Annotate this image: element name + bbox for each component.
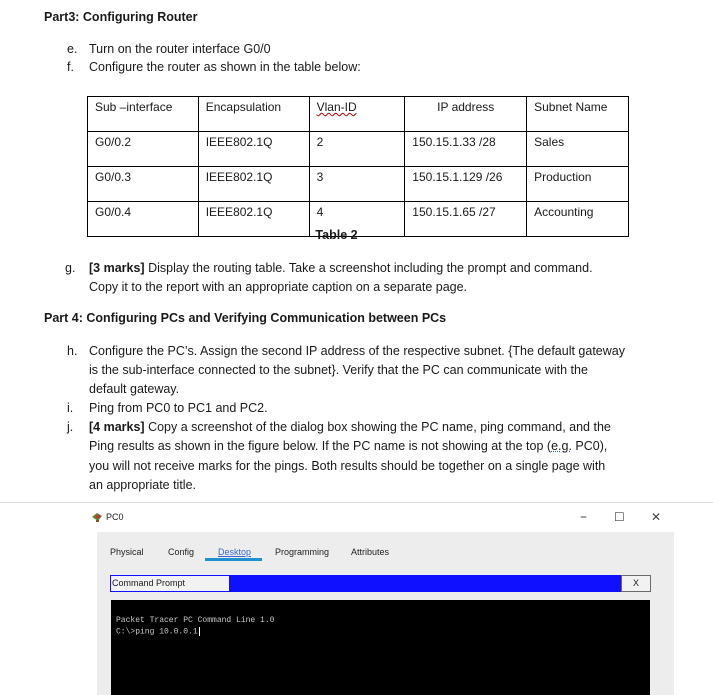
table-caption: Table 2 <box>315 228 358 242</box>
item-i-letter: i. <box>67 401 74 415</box>
minimize-icon[interactable]: – <box>580 509 587 525</box>
selected-tab-indicator <box>205 558 262 561</box>
item-j-line4: an appropriate title. <box>89 478 197 492</box>
tab-desktop[interactable]: Desktop <box>218 547 252 557</box>
item-f-text: Configure the router as shown in the table below: <box>89 60 361 74</box>
header-subnet-name: Subnet Name <box>527 97 629 132</box>
item-j-eg: e.g. <box>551 439 572 453</box>
item-j-line3: you will not receive marks for the pings. Both results should be together on a single page with <box>89 459 606 473</box>
table-cell: 150.15.1.33 /28 <box>405 132 527 167</box>
table-cell: Accounting <box>527 202 629 237</box>
table-cell: 2 <box>309 132 405 167</box>
item-g-marks: [3 marks] <box>89 261 145 275</box>
table-cell: IEEE802.1Q <box>198 167 309 202</box>
header-subinterface: Sub –interface <box>88 97 199 132</box>
part4-heading: Part 4: Configuring PCs and Verifying Communication between PCs <box>44 311 447 325</box>
table-cell: G0/0.4 <box>88 202 199 237</box>
item-g-line2: Copy it to the report with an appropriate caption on a separate page. <box>89 280 468 294</box>
table-header-row <box>88 97 629 132</box>
table-cell: Production <box>527 167 629 202</box>
console-line-1: Packet Tracer PC Command Line 1.0 <box>116 616 275 625</box>
item-g-line1 <box>89 259 593 279</box>
item-i-text: Ping from PC0 to PC1 and PC2. <box>89 401 268 415</box>
part3-heading: Part3: Configuring Router <box>44 10 198 24</box>
item-h-line1: Configure the PC’s. Assign the second IP address of the respective subnet. {The default gateway <box>89 344 625 358</box>
header-vlan-id <box>309 97 405 132</box>
header-encapsulation: Encapsulation <box>198 97 309 132</box>
header-ip-address: IP address <box>405 97 527 132</box>
table-row <box>88 167 629 202</box>
tab-programming[interactable]: Programming <box>275 547 330 557</box>
close-icon[interactable]: ✕ <box>651 510 662 524</box>
tab-physical[interactable]: Physical <box>110 547 144 557</box>
router-config-table <box>87 96 629 237</box>
table-cell: G0/0.3 <box>88 167 199 202</box>
command-prompt-console[interactable] <box>111 600 650 695</box>
item-j-line1 <box>89 418 611 438</box>
item-h-line3: default gateway. <box>89 382 180 396</box>
tab-attributes[interactable]: Attributes <box>351 547 390 557</box>
table-cell: IEEE802.1Q <box>198 202 309 237</box>
window-title: PC0 <box>106 512 124 522</box>
table-cell: Sales <box>527 132 629 167</box>
item-h-line2: is the sub-interface connected to the subnet}. Verify that the PC can communicate with the <box>89 363 588 377</box>
command-prompt-title: Command Prompt <box>110 575 230 592</box>
item-j-line2a: Ping results as shown in the figure below. If the PC name is not showing at the top ( <box>89 439 552 453</box>
text-cursor <box>199 627 200 636</box>
console-command: C:\>ping 10.0.0.1 <box>116 627 198 637</box>
header-vlan-id-text: Vlan-ID <box>316 100 357 114</box>
maximize-icon[interactable]: ☐ <box>614 510 625 524</box>
item-j-line2 <box>89 437 607 457</box>
item-j-marks: [4 marks] <box>89 420 145 434</box>
item-g-text: Display the routing table. Take a screenshot including the prompt and command. <box>144 261 593 275</box>
command-prompt-close-button[interactable]: X <box>621 575 651 592</box>
table-cell: 150.15.1.65 /27 <box>405 202 527 237</box>
table-cell: G0/0.2 <box>88 132 199 167</box>
item-f-letter: f. <box>67 60 74 74</box>
item-j-line2c: PC0), <box>571 439 608 453</box>
tab-config[interactable]: Config <box>168 547 195 557</box>
item-e-text: Turn on the router interface G0/0 <box>89 42 271 56</box>
item-j-letter: j. <box>67 420 74 434</box>
table-cell: 3 <box>309 167 405 202</box>
table-cell: 4 <box>309 202 405 237</box>
console-line-2 <box>116 627 200 637</box>
packet-tracer-pc-icon <box>92 512 103 523</box>
table-row <box>88 132 629 167</box>
item-e-letter: e. <box>67 42 78 56</box>
table-cell: IEEE802.1Q <box>198 132 309 167</box>
item-h-letter: h. <box>67 344 78 358</box>
table-cell: 150.15.1.129 /26 <box>405 167 527 202</box>
item-j-text: Copy a screenshot of the dialog box showing the PC name, ping command, and the <box>144 420 611 434</box>
item-g-letter: g. <box>65 261 76 275</box>
